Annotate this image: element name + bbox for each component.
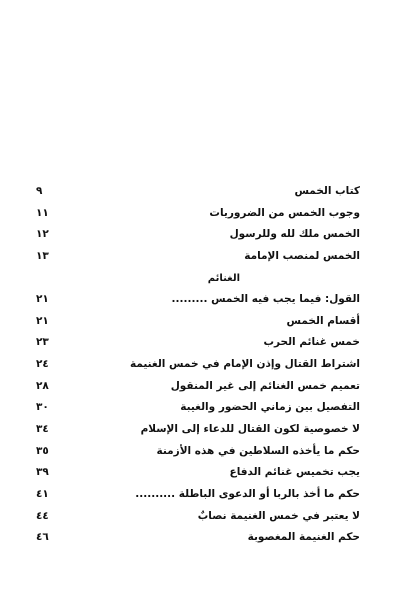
toc-entry-page: ١١ — [36, 206, 49, 219]
toc-section-title: الغنائم — [207, 272, 240, 284]
toc-entry — [36, 527, 360, 549]
toc-entry — [36, 484, 360, 506]
toc-entry — [36, 332, 360, 354]
toc-entry-title: وجوب الخمس من الضروريات — [209, 206, 360, 219]
toc-entry — [36, 203, 360, 225]
toc-entry-page: ٣٥ — [36, 444, 49, 457]
toc-entry-title: حكم ما أخذ بالربا أو الدعوى الباطلة .......... — [135, 487, 360, 500]
toc-entry-title: الخمس لمنصب الإمامة — [244, 249, 360, 262]
toc-entry — [36, 224, 360, 246]
toc-entry-page: ٢٨ — [36, 379, 49, 392]
table-of-contents — [36, 181, 360, 549]
toc-entry — [36, 376, 360, 398]
toc-entry-page: ٣٠ — [36, 401, 49, 414]
toc-entry — [36, 289, 360, 311]
toc-section-heading — [36, 268, 360, 290]
toc-entry-page: ٢٤ — [36, 358, 49, 371]
toc-entry-page: ٣٩ — [36, 466, 49, 479]
toc-entry-title: حكم الغنيمة المغصوبة — [247, 531, 360, 544]
toc-entry-page: ٢١ — [36, 293, 49, 306]
toc-entry — [36, 419, 360, 441]
toc-entry — [36, 506, 360, 528]
toc-entry — [36, 441, 360, 463]
toc-entry — [36, 354, 360, 376]
toc-entry-title: الخمس ملك لله وللرسول — [229, 228, 360, 241]
toc-entry-title: التفصيل بين زماني الحضور والغيبة — [180, 401, 360, 414]
toc-entry — [36, 462, 360, 484]
toc-entry-page: ٢١ — [36, 314, 49, 327]
toc-entry-title: خمس غنائم الحرب — [263, 336, 360, 349]
toc-entry-title: لا خصوصية لكون القتال للدعاء إلى الإسلام — [140, 423, 360, 436]
toc-entry — [36, 397, 360, 419]
toc-entry — [36, 311, 360, 333]
toc-entry-title: كتاب الخمس — [294, 185, 360, 197]
toc-entry-title: اشتراط القتال وإذن الإمام في خمس الغنيمة — [129, 358, 360, 371]
toc-entry-title: حكم ما يأخذه السلاطين في هذه الأزمنة — [156, 444, 360, 457]
toc-entry-page: ٩ — [36, 185, 43, 197]
toc-entry-title: أقسام الخمس — [286, 314, 360, 327]
toc-entry — [36, 181, 360, 203]
toc-entry-page: ٤٦ — [36, 531, 49, 544]
toc-entry-page: ١٢ — [36, 228, 49, 241]
toc-entry-title: لا يعتبر في خمس الغنيمة نصابٌ — [197, 509, 360, 522]
toc-entry-title: يجب تخميس غنائم الدفاع — [229, 466, 360, 479]
toc-entry-page: ٤٤ — [36, 509, 49, 522]
toc-entry-page: ٢٣ — [36, 336, 49, 349]
toc-entry-page: ٣٤ — [36, 423, 49, 436]
toc-entry-page: ١٣ — [36, 249, 49, 262]
toc-entry-title: القول: فيما يجب فيه الخمس ......... — [171, 293, 360, 306]
toc-entry-page: ٤١ — [36, 487, 49, 500]
toc-entry — [36, 246, 360, 268]
toc-entry-title: تعميم خمس الغنائم إلى غير المنقول — [170, 379, 360, 392]
